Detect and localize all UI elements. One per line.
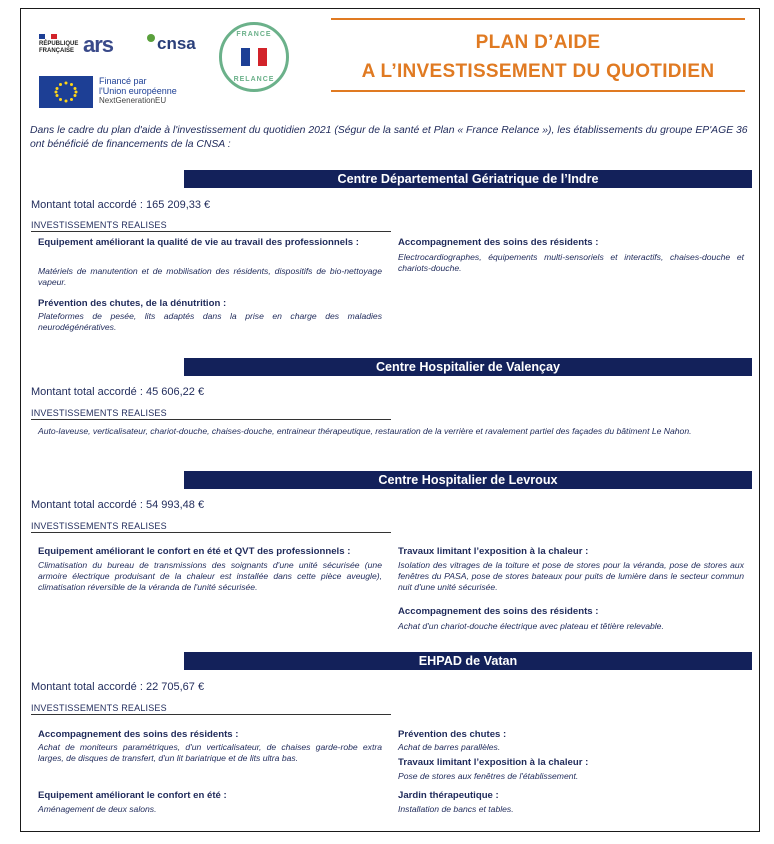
investment-text: Plateformes de pesée, lits adaptés dans la prise en charge des maladies neurodégénératives. <box>38 311 382 332</box>
investment-heading: Accompagnement des soins des résidents : <box>398 606 599 617</box>
investment-text: Achat de barres parallèles. <box>398 742 501 752</box>
investment-heading: Equipement améliorant le confort en été et QVT des professionnels : <box>38 546 351 557</box>
investment-text: Electrocardiographes, équipements multi-sensoriels et interactifs, chaises-douche et chariots-douche. <box>398 252 744 273</box>
investment-heading: Travaux limitant l’exposition à la chaleur : <box>398 546 589 557</box>
investments-label: INVESTISSEMENTS REALISES <box>31 703 391 715</box>
france-relance-logo: FRANCE RELANCE <box>219 22 289 92</box>
republique-francaise-logo: RÉPUBLIQUE FRANÇAISE <box>39 34 83 70</box>
eu-funding-text: Financé par l'Union européenne NextGenerationEU <box>99 76 177 105</box>
investment-text: Achat d'un chariot-douche électrique avec plateau et têtière relevable. <box>398 621 664 631</box>
investments-label: INVESTISSEMENTS REALISES <box>31 521 391 533</box>
eu-flag-icon <box>39 76 93 108</box>
cnsa-logo: cnsa <box>147 34 196 54</box>
section-title: Centre Départemental Gériatrique de l’Indre <box>184 170 752 188</box>
investment-heading: Prévention des chutes : <box>398 729 507 740</box>
investment-heading: Accompagnement des soins des résidents : <box>38 729 239 740</box>
ars-logo: ars <box>83 32 114 57</box>
investment-heading: Accompagnement des soins des résidents : <box>398 237 599 248</box>
page-title: PLAN D’AIDE A L’INVESTISSEMENT DU QUOTIDIEN <box>331 18 745 92</box>
investment-text: Isolation des vitrages de la toiture et pose de stores pour la véranda, pose de stores aux fenêtres du PASA, pose de stores bateaux pour puits de lumière dans le secteur commun nuit d'une unité sécurisée. <box>398 560 744 592</box>
investment-text: Auto-laveuse, verticalisateur, chariot-douche, chaises-douche, entraineur thérapeutique, restauration de la verrière et ravalement partiel des façades du bâtiment Le Nahon. <box>38 426 692 436</box>
section-title: EHPAD de Vatan <box>184 652 752 670</box>
investment-heading: Prévention des chutes, de la dénutrition : <box>38 298 227 309</box>
amount-total: Montant total accordé : 165 209,33 € <box>31 199 211 211</box>
investment-heading: Travaux limitant l’exposition à la chaleur : <box>398 757 589 768</box>
section-title: Centre Hospitalier de Levroux <box>184 471 752 489</box>
investment-heading: Jardin thérapeutique : <box>398 790 499 801</box>
partner-logos <box>31 16 297 112</box>
investment-text: Matériels de manutention et de mobilisation des résidents, dispositifs de bio-nettoyage vapeur. <box>38 266 382 287</box>
amount-total: Montant total accordé : 54 993,48 € <box>31 499 205 511</box>
investment-text: Installation de bancs et tables. <box>398 804 514 814</box>
investment-heading: Equipement améliorant la qualité de vie au travail des professionnels : <box>38 237 359 248</box>
investment-text: Pose de stores aux fenêtres de l'établissement. <box>398 771 579 781</box>
investment-text: Achat de moniteurs paramétriques, d'un verticalisateur, de chaises garde-robe extra larges, de disques de transfert, d'un lit bariatrique et de lits ultra bas. <box>38 742 382 763</box>
investments-label: INVESTISSEMENTS REALISES <box>31 408 391 420</box>
investment-text: Aménagement de deux salons. <box>38 804 157 814</box>
section-title: Centre Hospitalier de Valençay <box>184 358 752 376</box>
intro-paragraph: Dans le cadre du plan d'aide à l'investissement du quotidien 2021 (Ségur de la santé et Plan « France Relance »), les établissements du groupe EP'AGE 36 ont bénéficié de financements de la CNSA : <box>30 125 748 150</box>
investment-text: Climatisation du bureau de transmissions des soignants d'une unité sécurisée (une armoire électrique produisant de la chaleur est installée dans cette pièce aveugle), climatisation réversible de la véranda de l'unité sécurisée. <box>38 560 382 592</box>
investment-heading: Equipement améliorant le confort en été : <box>38 790 227 801</box>
amount-total: Montant total accordé : 45 606,22 € <box>31 386 205 398</box>
amount-total: Montant total accordé : 22 705,67 € <box>31 681 205 693</box>
investments-label: INVESTISSEMENTS REALISES <box>31 220 391 232</box>
